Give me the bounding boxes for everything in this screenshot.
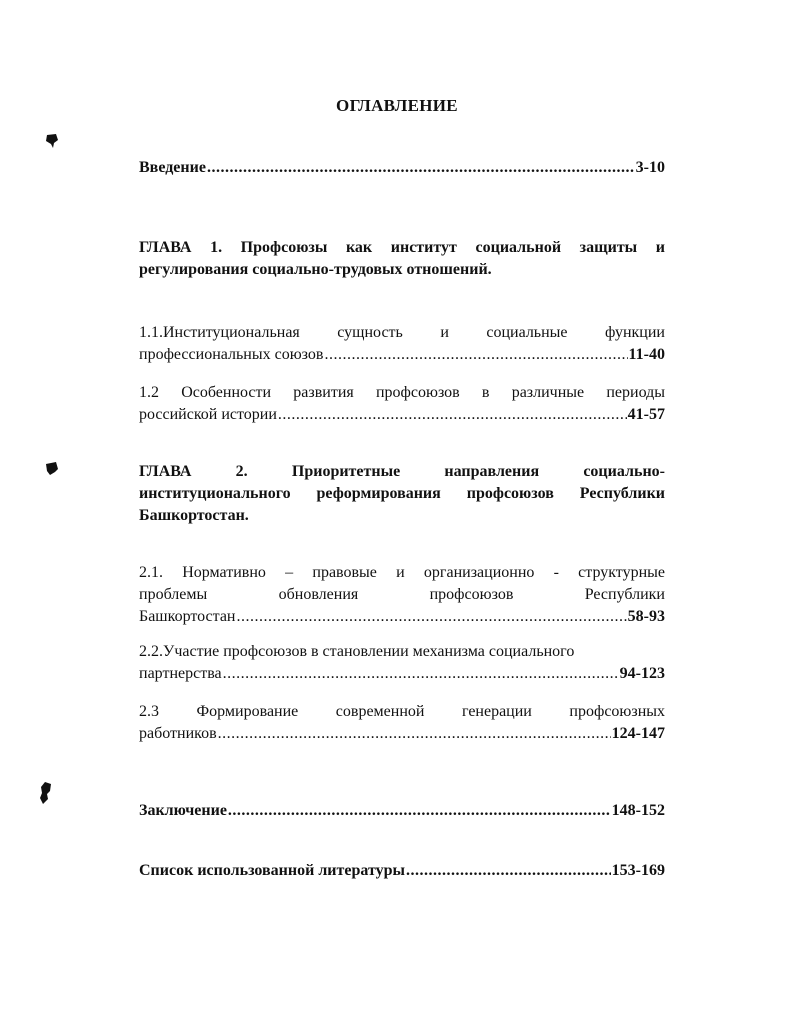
toc-entry-label: Введение [139, 159, 206, 176]
dot-leader [228, 800, 611, 822]
section-heading-line: 2.3 Формирование современной генерации профсоюзных [139, 703, 665, 720]
toc-entry-label: Заключение [139, 802, 227, 819]
section-heading-line: 2.2.Участие профсоюзов в становлении механизма социального [139, 643, 575, 660]
toc-entry-references [139, 860, 665, 882]
punch-hole-mark-bottom [36, 780, 56, 806]
chapter-heading-line: ГЛАВА 2. Приоритетные направления социально- [139, 463, 665, 480]
section-heading-line: 1.1.Институциональная сущность и социальные функции [139, 324, 665, 341]
toc-chapter-2 [139, 461, 665, 527]
dot-leader [207, 157, 635, 179]
toc-section-1-1 [139, 322, 665, 366]
toc-section-1-2 [139, 382, 665, 426]
section-heading-line: 1.2 Особенности развития профсоюзов в различные периоды [139, 384, 665, 401]
section-heading-line: работников [139, 725, 217, 742]
dot-leader [223, 663, 619, 685]
chapter-heading-line: регулирования социально-трудовых отношений. [139, 261, 492, 278]
section-heading-line: партнерства [139, 665, 222, 682]
section-heading-line: профессиональных союзов [139, 346, 324, 363]
dot-leader [237, 606, 627, 628]
dot-leader [406, 860, 611, 882]
chapter-heading-line: институционального реформирования профсоюзов Республики [139, 485, 665, 502]
punch-hole-mark-middle [44, 460, 60, 478]
chapter-heading-line: ГЛАВА 1. Профсоюзы как институт социальной защиты и [139, 239, 665, 256]
toc-entry-pages: 58-93 [627, 608, 665, 625]
toc-section-2-3 [139, 701, 665, 745]
toc-section-2-2 [139, 641, 665, 685]
section-heading-line: российской истории [139, 406, 277, 423]
toc-entry-pages: 94-123 [619, 665, 665, 682]
page-title: ОГЛАВЛЕНИЕ [336, 96, 458, 115]
section-heading-line: 2.1. Нормативно – правовые и организационно - структурные [139, 564, 665, 581]
toc-section-2-1 [139, 562, 665, 628]
toc-entry-conclusion [139, 800, 665, 822]
punch-hole-mark-top [44, 132, 60, 150]
toc-entry-pages: 3-10 [635, 159, 665, 176]
toc-entry-label: Список использованной литературы [139, 862, 405, 879]
toc-entry-pages: 124-147 [611, 725, 665, 742]
toc-entry-pages: 11-40 [628, 346, 665, 363]
toc-entry-intro [139, 157, 665, 179]
toc-entry-pages: 153-169 [611, 862, 665, 879]
dot-leader [324, 344, 627, 366]
section-heading-line: Башкортостан [139, 608, 236, 625]
dot-leader [278, 404, 627, 426]
dot-leader [218, 723, 611, 745]
toc-entry-pages: 41-57 [627, 406, 665, 423]
toc-entry-pages: 148-152 [611, 802, 665, 819]
section-heading-line: проблемы обновления профсоюзов Республики [139, 586, 665, 603]
chapter-heading-line: Башкортостан. [139, 507, 249, 524]
toc-chapter-1 [139, 237, 665, 281]
